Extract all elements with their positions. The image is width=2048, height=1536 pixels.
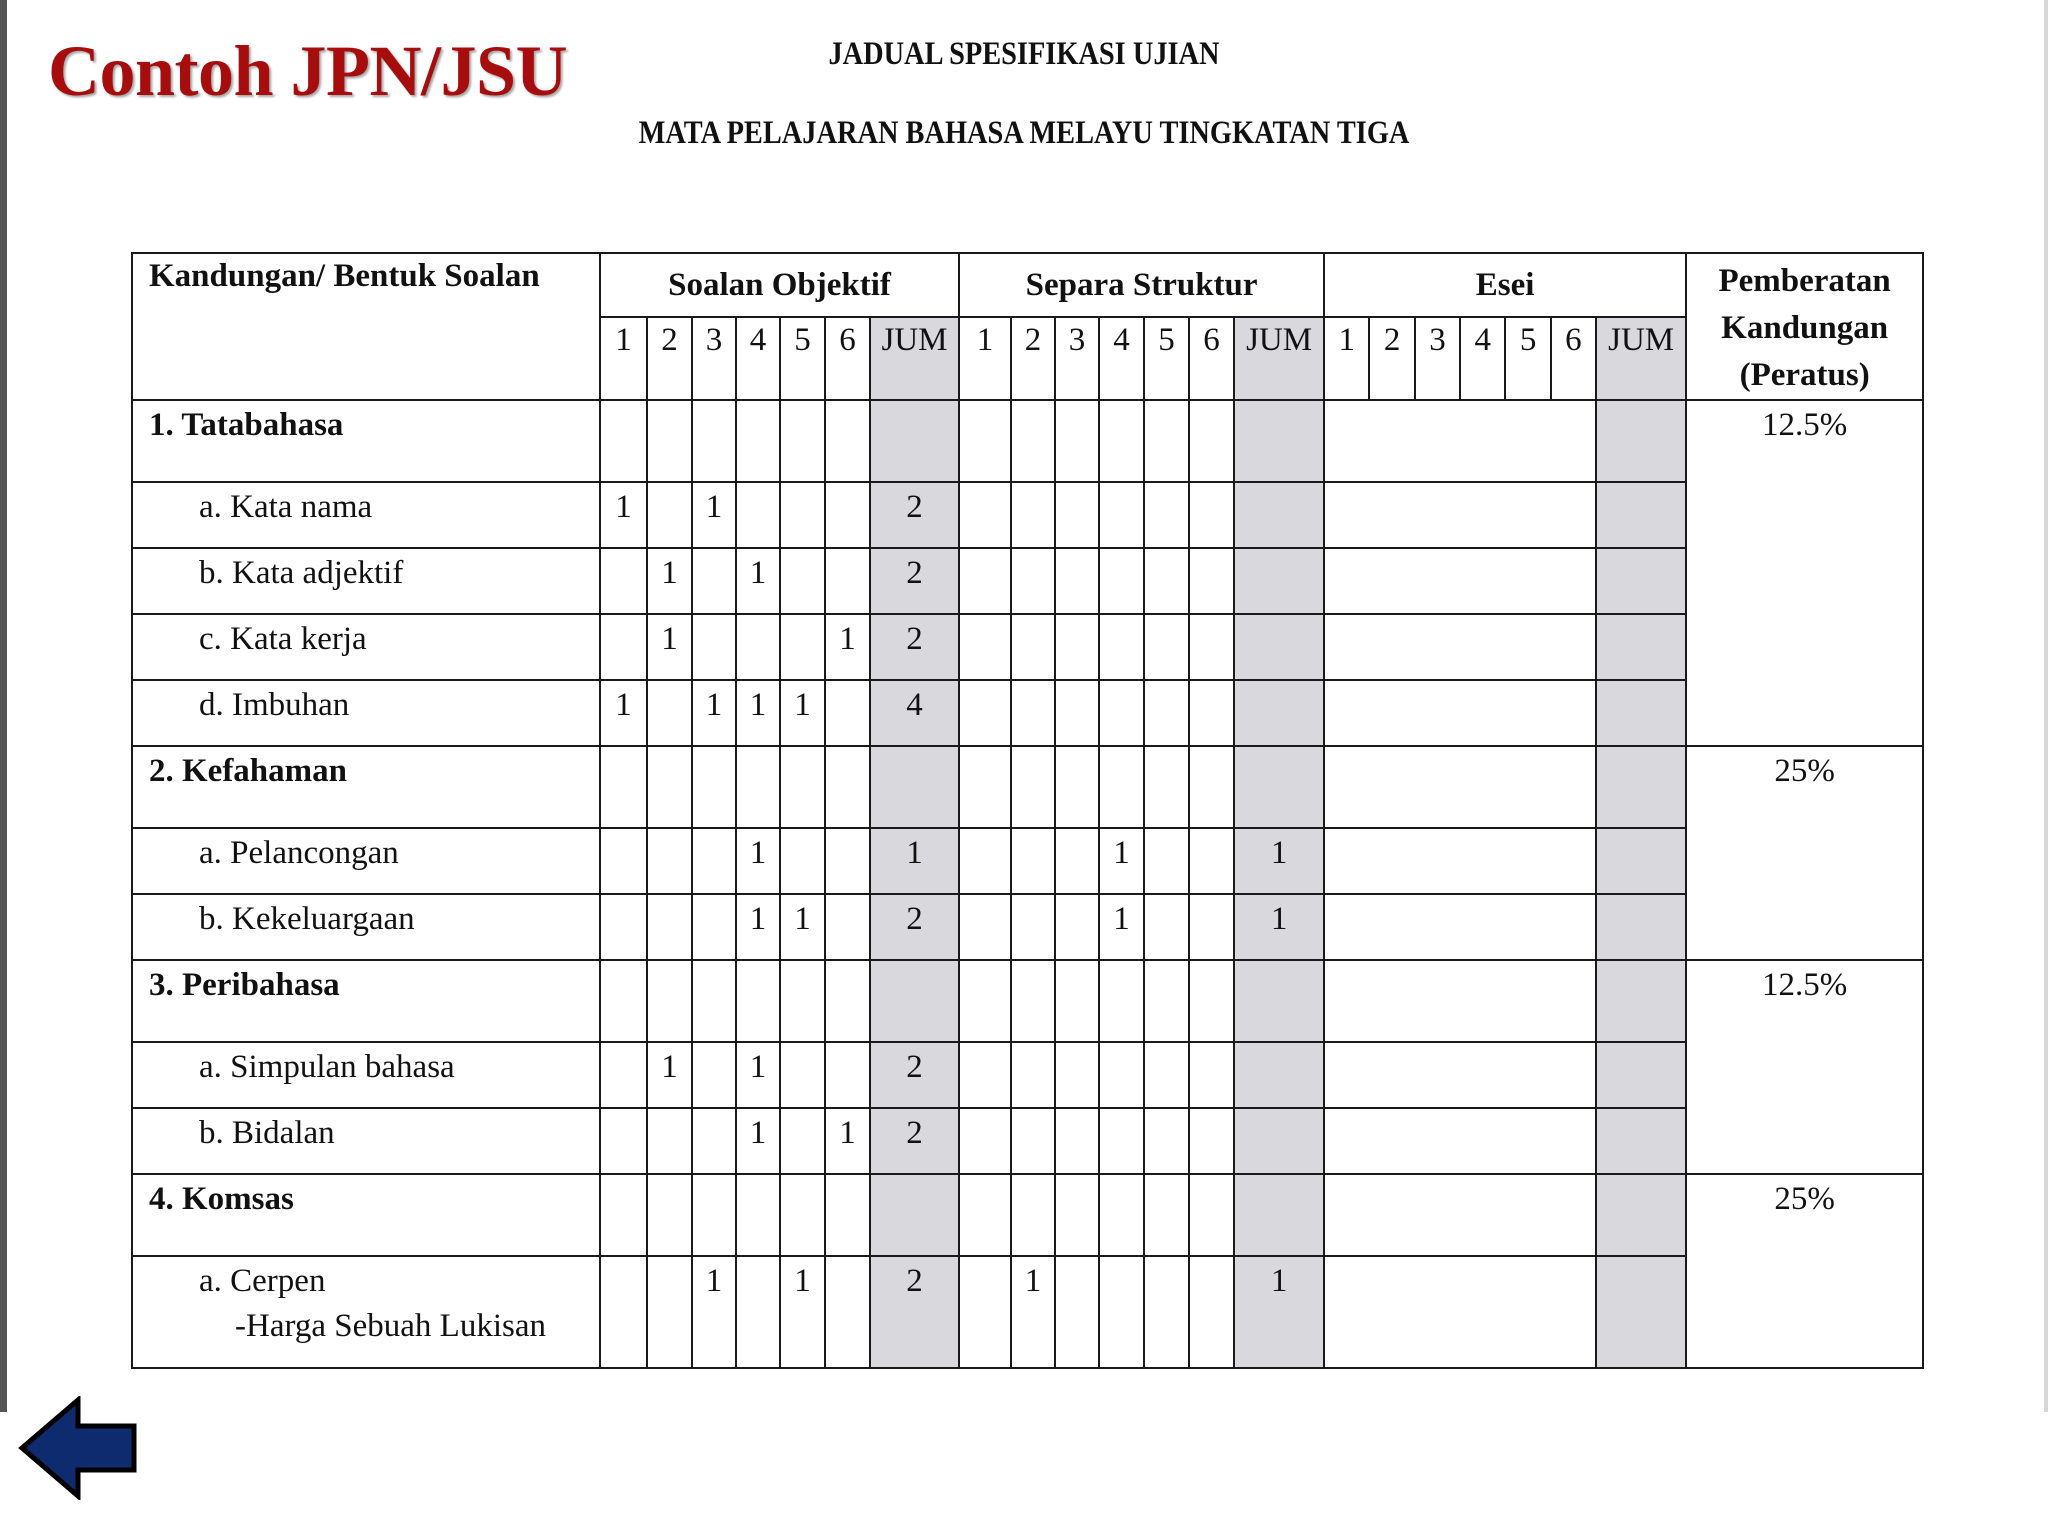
obj-cell xyxy=(825,482,870,548)
str-cell xyxy=(1011,1042,1055,1108)
table-cell xyxy=(692,400,736,482)
header-soalan-objektif: Soalan Objektif xyxy=(600,253,959,317)
table-row xyxy=(132,894,1923,960)
str-cell xyxy=(959,1256,1011,1368)
header-weight-line1: Pemberatan xyxy=(1718,263,1891,299)
esei-level-6: 6 xyxy=(1565,322,1582,359)
obj-level-1: 1 xyxy=(600,317,647,400)
obj-cell: 1 xyxy=(647,548,692,614)
subtopic-label-line2: -Harga Sebuah Lukisan xyxy=(235,1308,546,1344)
topic-label: 4. Komsas xyxy=(132,1174,600,1256)
subtopic-label-text: b. Kata adjektif xyxy=(199,555,404,591)
obj-cell: 1 xyxy=(692,482,736,548)
esei-cell xyxy=(1324,1108,1596,1174)
table-cell xyxy=(1099,400,1144,482)
table-cell xyxy=(825,1174,870,1256)
obj-cell: 1 xyxy=(780,894,825,960)
str-jum-cell xyxy=(1234,1042,1324,1108)
document-subtitle: MATA PELAJARAN BAHASA MELAYU TINGKATAN TIGA xyxy=(638,115,1410,151)
obj-cell xyxy=(647,894,692,960)
str-cell xyxy=(1189,614,1234,680)
obj-cell xyxy=(780,548,825,614)
str-cell xyxy=(1099,1108,1144,1174)
obj-cell xyxy=(692,828,736,894)
obj-cell xyxy=(736,482,780,548)
obj-cell xyxy=(780,614,825,680)
obj-cell xyxy=(825,680,870,746)
table-cell xyxy=(780,746,825,828)
str-level-6: 6 xyxy=(1189,317,1234,400)
table-cell xyxy=(1189,746,1234,828)
obj-cell: 1 xyxy=(736,1042,780,1108)
obj-level-5: 5 xyxy=(780,317,825,400)
table-cell xyxy=(870,960,959,1042)
str-cell xyxy=(959,680,1011,746)
subtopic-label xyxy=(132,482,600,548)
table-cell xyxy=(1234,960,1324,1042)
str-cell xyxy=(1055,482,1099,548)
table-cell xyxy=(1189,960,1234,1042)
str-level-2: 2 xyxy=(1011,317,1055,400)
table-cell xyxy=(1596,400,1686,482)
obj-cell xyxy=(647,482,692,548)
topic-label: 2. Kefahaman xyxy=(132,746,600,828)
obj-jum-header: JUM xyxy=(870,317,959,400)
esei-cell xyxy=(1324,894,1596,960)
str-cell xyxy=(1144,680,1189,746)
str-cell xyxy=(1055,548,1099,614)
obj-cell xyxy=(780,828,825,894)
str-cell xyxy=(1055,1042,1099,1108)
str-cell xyxy=(1099,482,1144,548)
esei-level-4: 4 xyxy=(1461,318,1506,399)
table-row xyxy=(132,1174,1923,1256)
esei-jum-cell xyxy=(1596,894,1686,960)
str-cell xyxy=(1011,482,1055,548)
esei-jum-cell xyxy=(1596,1256,1686,1368)
str-cell xyxy=(1099,548,1144,614)
esei-jum-header: JUM xyxy=(1596,317,1686,400)
table-cell xyxy=(1189,400,1234,482)
obj-jum-cell: 1 xyxy=(870,828,959,894)
esei-jum-cell xyxy=(1596,1108,1686,1174)
obj-cell: 1 xyxy=(600,482,647,548)
table-cell xyxy=(1011,960,1055,1042)
obj-cell: 1 xyxy=(736,1108,780,1174)
topic-weight: 12.5% xyxy=(1686,960,1923,1174)
table-cell xyxy=(959,746,1011,828)
esei-cell xyxy=(1324,614,1596,680)
table-row xyxy=(132,1108,1923,1174)
obj-jum-cell: 4 xyxy=(870,680,959,746)
table-cell xyxy=(600,746,647,828)
table-cell xyxy=(780,960,825,1042)
topic-label: 1. Tatabahasa xyxy=(132,400,600,482)
obj-cell xyxy=(600,1108,647,1174)
str-cell xyxy=(1189,1042,1234,1108)
str-cell xyxy=(959,894,1011,960)
str-jum-header: JUM xyxy=(1234,317,1324,400)
subtopic-label xyxy=(132,1108,600,1174)
obj-cell xyxy=(647,1108,692,1174)
obj-cell xyxy=(692,548,736,614)
table-cell xyxy=(1099,746,1144,828)
str-cell: 1 xyxy=(1099,828,1144,894)
specification-table xyxy=(131,252,1924,1369)
table-cell xyxy=(780,1174,825,1256)
topic-weight: 12.5% xyxy=(1686,400,1923,746)
str-cell xyxy=(1189,1256,1234,1368)
esei-cell xyxy=(1324,1042,1596,1108)
obj-cell xyxy=(600,828,647,894)
obj-cell xyxy=(825,1042,870,1108)
subtopic-label-text: c. Kata kerja xyxy=(199,621,367,657)
obj-jum-cell: 2 xyxy=(870,482,959,548)
obj-cell xyxy=(780,1108,825,1174)
esei-cell xyxy=(1324,828,1596,894)
table-cell xyxy=(647,960,692,1042)
table-cell xyxy=(692,746,736,828)
header-esei: Esei xyxy=(1324,253,1686,317)
str-jum-cell xyxy=(1234,548,1324,614)
obj-cell xyxy=(600,614,647,680)
table-cell xyxy=(1234,746,1324,828)
str-cell xyxy=(1144,614,1189,680)
str-cell xyxy=(1011,548,1055,614)
subtopic-label-text: a. Simpulan bahasa xyxy=(199,1049,455,1085)
str-jum-cell xyxy=(1234,680,1324,746)
str-cell xyxy=(1011,614,1055,680)
topic-weight: 25% xyxy=(1686,746,1923,960)
table-cell xyxy=(692,1174,736,1256)
header-content: Kandungan/ Bentuk Soalan xyxy=(132,253,600,400)
table-row xyxy=(132,482,1923,548)
str-jum-cell xyxy=(1234,614,1324,680)
esei-level-5: 5 xyxy=(1506,318,1551,399)
obj-level-3: 3 xyxy=(692,317,736,400)
str-cell xyxy=(1055,1108,1099,1174)
str-cell xyxy=(1055,1256,1099,1368)
str-cell xyxy=(1144,1108,1189,1174)
table-cell xyxy=(1189,1174,1234,1256)
esei-jum-cell xyxy=(1596,680,1686,746)
obj-cell xyxy=(647,680,692,746)
obj-level-2: 2 xyxy=(647,317,692,400)
str-cell xyxy=(1189,482,1234,548)
header-weight-line2: Kandungan xyxy=(1721,310,1889,346)
obj-cell xyxy=(692,1108,736,1174)
esei-cell xyxy=(1324,482,1596,548)
slide-edge-left xyxy=(0,0,7,1412)
str-cell xyxy=(1055,614,1099,680)
table-cell xyxy=(1324,1174,1596,1256)
table-cell xyxy=(1055,746,1099,828)
esei-cell xyxy=(1324,548,1596,614)
obj-cell xyxy=(600,1042,647,1108)
str-cell xyxy=(959,1108,1011,1174)
table-cell xyxy=(1011,746,1055,828)
table-cell xyxy=(600,400,647,482)
esei-cell xyxy=(1324,680,1596,746)
str-cell xyxy=(1144,1042,1189,1108)
table-cell xyxy=(1011,1174,1055,1256)
obj-cell: 1 xyxy=(736,680,780,746)
obj-cell xyxy=(736,1256,780,1368)
str-level-4: 4 xyxy=(1099,317,1144,400)
table-row xyxy=(132,828,1923,894)
table-cell xyxy=(736,1174,780,1256)
str-cell xyxy=(959,548,1011,614)
obj-cell: 1 xyxy=(825,1108,870,1174)
table-cell xyxy=(959,960,1011,1042)
str-level-5: 5 xyxy=(1144,317,1189,400)
table-cell xyxy=(1596,1174,1686,1256)
str-cell xyxy=(1099,680,1144,746)
table-cell xyxy=(647,400,692,482)
table-cell xyxy=(1324,400,1596,482)
str-cell xyxy=(1011,828,1055,894)
obj-cell: 1 xyxy=(736,548,780,614)
str-cell xyxy=(959,828,1011,894)
subtopic-label xyxy=(132,1042,600,1108)
str-jum-cell xyxy=(1234,1108,1324,1174)
back-arrow-icon[interactable] xyxy=(18,1396,138,1500)
obj-cell: 1 xyxy=(692,1256,736,1368)
str-cell xyxy=(1099,1042,1144,1108)
subtopic-label xyxy=(132,894,600,960)
table-cell xyxy=(1144,1174,1189,1256)
str-cell xyxy=(1189,548,1234,614)
esei-jum-cell xyxy=(1596,482,1686,548)
obj-cell xyxy=(692,1042,736,1108)
table-cell xyxy=(1055,1174,1099,1256)
back-arrow-shape[interactable] xyxy=(22,1400,134,1496)
obj-cell xyxy=(825,548,870,614)
table-cell xyxy=(870,1174,959,1256)
table-cell xyxy=(825,400,870,482)
obj-cell xyxy=(736,614,780,680)
table-cell xyxy=(959,400,1011,482)
str-jum-cell xyxy=(1234,482,1324,548)
str-cell xyxy=(1011,1108,1055,1174)
esei-jum-cell xyxy=(1596,828,1686,894)
str-cell xyxy=(1144,894,1189,960)
table-cell xyxy=(1324,960,1596,1042)
table-cell xyxy=(647,1174,692,1256)
header-pemberatan xyxy=(1686,253,1923,400)
obj-cell xyxy=(600,894,647,960)
slide-title: Contoh JPN/JSU xyxy=(48,31,568,111)
obj-jum-cell: 2 xyxy=(870,1042,959,1108)
table-cell xyxy=(1596,746,1686,828)
obj-cell xyxy=(780,482,825,548)
table-row xyxy=(132,1042,1923,1108)
topic-label: 3. Peribahasa xyxy=(132,960,600,1042)
subtopic-label-text: d. Imbuhan xyxy=(199,687,350,723)
table-cell xyxy=(959,1174,1011,1256)
obj-cell xyxy=(825,828,870,894)
table-cell xyxy=(1055,400,1099,482)
subtopic-label xyxy=(132,548,600,614)
table-cell xyxy=(736,400,780,482)
obj-cell: 1 xyxy=(692,680,736,746)
table-cell xyxy=(600,960,647,1042)
table-cell xyxy=(1234,400,1324,482)
str-cell xyxy=(1189,828,1234,894)
obj-cell: 1 xyxy=(647,614,692,680)
esei-jum-cell xyxy=(1596,614,1686,680)
table-cell xyxy=(1144,746,1189,828)
obj-cell xyxy=(780,1042,825,1108)
document-title: JADUAL SPESIFIKASI UJIAN xyxy=(828,36,1220,72)
table-cell xyxy=(1011,400,1055,482)
obj-cell xyxy=(600,548,647,614)
subtopic-label-text: a. Cerpen xyxy=(199,1263,326,1299)
table-cell xyxy=(1324,746,1596,828)
subtopic-label xyxy=(132,1256,600,1368)
subtopic-label-text: b. Kekeluargaan xyxy=(199,901,415,937)
table-row xyxy=(132,960,1923,1042)
header-separa-struktur: Separa Struktur xyxy=(959,253,1324,317)
obj-jum-cell: 2 xyxy=(870,1256,959,1368)
str-cell xyxy=(1099,614,1144,680)
obj-cell xyxy=(647,1256,692,1368)
str-cell xyxy=(959,614,1011,680)
subtopic-label-text: a. Pelancongan xyxy=(199,835,399,871)
obj-cell xyxy=(825,894,870,960)
table-cell xyxy=(1099,1174,1144,1256)
obj-cell xyxy=(692,614,736,680)
table-cell xyxy=(600,1174,647,1256)
subtopic-label-text: a. Kata nama xyxy=(199,489,373,525)
header-weight-line3: (Peratus) xyxy=(1739,357,1870,393)
esei-jum-cell xyxy=(1596,548,1686,614)
str-jum-cell: 1 xyxy=(1234,1256,1324,1368)
subtopic-label xyxy=(132,828,600,894)
str-cell xyxy=(1055,894,1099,960)
table-cell xyxy=(1144,400,1189,482)
obj-cell xyxy=(825,1256,870,1368)
esei-levels-header xyxy=(1324,317,1596,400)
obj-cell xyxy=(600,1256,647,1368)
obj-jum-cell: 2 xyxy=(870,548,959,614)
table-cell xyxy=(1099,960,1144,1042)
obj-cell: 1 xyxy=(600,680,647,746)
obj-cell xyxy=(647,828,692,894)
str-cell xyxy=(959,1042,1011,1108)
subtopic-label-text: b. Bidalan xyxy=(199,1115,335,1151)
str-jum-cell: 1 xyxy=(1234,828,1324,894)
obj-level-4: 4 xyxy=(736,317,780,400)
obj-cell: 1 xyxy=(825,614,870,680)
table-row xyxy=(132,1256,1923,1368)
table-row xyxy=(132,400,1923,482)
str-cell xyxy=(1189,1108,1234,1174)
table-cell xyxy=(1055,960,1099,1042)
table-row xyxy=(132,614,1923,680)
str-level-3: 3 xyxy=(1055,317,1099,400)
obj-level-6: 6 xyxy=(825,317,870,400)
slide-edge-right xyxy=(2044,0,2048,1412)
str-jum-cell: 1 xyxy=(1234,894,1324,960)
str-cell: 1 xyxy=(1011,1256,1055,1368)
table-row xyxy=(132,548,1923,614)
obj-cell xyxy=(692,894,736,960)
str-cell xyxy=(1189,680,1234,746)
str-cell xyxy=(1189,894,1234,960)
obj-cell: 1 xyxy=(647,1042,692,1108)
str-cell xyxy=(1144,482,1189,548)
table-cell xyxy=(736,746,780,828)
str-cell xyxy=(1055,680,1099,746)
table-cell xyxy=(870,746,959,828)
topic-weight: 25% xyxy=(1686,1174,1923,1368)
str-cell: 1 xyxy=(1099,894,1144,960)
obj-jum-cell: 2 xyxy=(870,1108,959,1174)
table-cell xyxy=(1144,960,1189,1042)
str-cell xyxy=(1099,1256,1144,1368)
subtopic-label xyxy=(132,680,600,746)
table-cell xyxy=(1234,1174,1324,1256)
str-cell xyxy=(1011,894,1055,960)
str-cell xyxy=(1144,1256,1189,1368)
obj-cell: 1 xyxy=(736,894,780,960)
str-cell xyxy=(959,482,1011,548)
table-row xyxy=(132,746,1923,828)
obj-cell: 1 xyxy=(780,1256,825,1368)
subtopic-label xyxy=(132,614,600,680)
table-cell xyxy=(870,400,959,482)
obj-cell: 1 xyxy=(736,828,780,894)
table-cell xyxy=(647,746,692,828)
table-body xyxy=(132,400,1923,1368)
table-cell xyxy=(825,960,870,1042)
str-cell xyxy=(1011,680,1055,746)
str-cell xyxy=(1144,548,1189,614)
esei-jum-cell xyxy=(1596,1042,1686,1108)
obj-jum-cell: 2 xyxy=(870,614,959,680)
esei-cell xyxy=(1324,1256,1596,1368)
table-cell xyxy=(692,960,736,1042)
table-cell xyxy=(736,960,780,1042)
table-cell xyxy=(780,400,825,482)
table-cell xyxy=(825,746,870,828)
obj-cell: 1 xyxy=(780,680,825,746)
str-cell xyxy=(1144,828,1189,894)
esei-level-3: 3 xyxy=(1416,318,1461,399)
str-cell xyxy=(1055,828,1099,894)
obj-jum-cell: 2 xyxy=(870,894,959,960)
table-cell xyxy=(1596,960,1686,1042)
esei-level-2: 2 xyxy=(1370,318,1415,399)
table-row xyxy=(132,680,1923,746)
esei-level-1: 1 xyxy=(1325,318,1370,399)
str-level-1: 1 xyxy=(959,317,1011,400)
